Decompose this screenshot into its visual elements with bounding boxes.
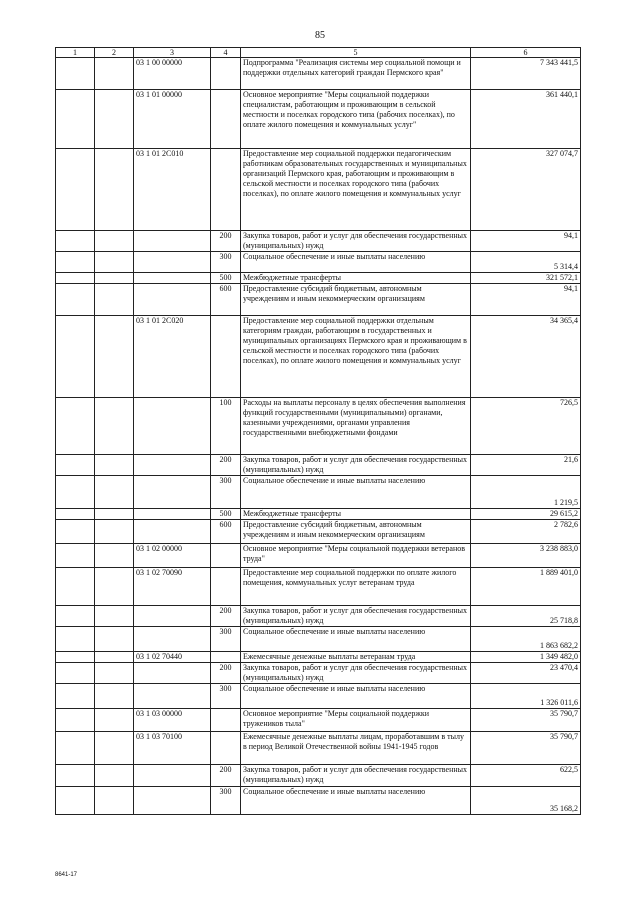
table-row (56, 606, 581, 627)
cell-amount: 5 314,4 (471, 252, 581, 273)
cell-description: Социальное обеспечение и иные выплаты населению (241, 476, 471, 509)
cell-col2 (95, 284, 134, 316)
cell-amount: 3 238 883,0 (471, 544, 581, 568)
cell-expense-type: 200 (211, 765, 241, 787)
cell-code: 03 1 02 70440 (134, 652, 211, 663)
cell-code (134, 765, 211, 787)
cell-col1 (56, 663, 95, 684)
cell-description: Подпрограмма "Реализация системы мер социальной помощи и поддержки отдельных категорий граждан Пермского края" (241, 58, 471, 90)
table-row (56, 231, 581, 252)
cell-col1 (56, 273, 95, 284)
cell-col1 (56, 476, 95, 509)
cell-col1 (56, 231, 95, 252)
cell-description: Закупка товаров, работ и услуг для обеспечения государственных (муниципальных) нужд (241, 455, 471, 476)
cell-col1 (56, 284, 95, 316)
cell-col2 (95, 398, 134, 455)
cell-expense-type (211, 58, 241, 90)
cell-expense-type: 600 (211, 284, 241, 316)
cell-amount: 361 440,1 (471, 90, 581, 149)
cell-expense-type: 500 (211, 509, 241, 520)
cell-amount: 94,1 (471, 231, 581, 252)
table-row (56, 765, 581, 787)
cell-amount: 1 219,5 (471, 476, 581, 509)
cell-amount: 35 168,2 (471, 787, 581, 815)
cell-expense-type: 300 (211, 787, 241, 815)
cell-expense-type (211, 316, 241, 398)
cell-code (134, 231, 211, 252)
cell-col1 (56, 606, 95, 627)
cell-col1 (56, 765, 95, 787)
cell-description: Предоставление мер социальной поддержки по оплате жилого помещения, коммунальных услуг ветеранам труда (241, 568, 471, 606)
cell-expense-type (211, 732, 241, 765)
cell-expense-type: 200 (211, 663, 241, 684)
cell-code (134, 284, 211, 316)
cell-expense-type: 100 (211, 398, 241, 455)
cell-col2 (95, 544, 134, 568)
cell-col2 (95, 652, 134, 663)
cell-description: Закупка товаров, работ и услуг для обеспечения государственных (муниципальных) нужд (241, 663, 471, 684)
cell-col1 (56, 684, 95, 709)
cell-description: Расходы на выплаты персоналу в целях обеспечения выполнения функций государственными (муниципальными) органами, казенными учреждениями, органами управления государственными внебюджетными фондами (241, 398, 471, 455)
cell-code: 03 1 02 00000 (134, 544, 211, 568)
cell-code: 03 1 03 00000 (134, 709, 211, 732)
table-row (56, 652, 581, 663)
cell-amount: 726,5 (471, 398, 581, 455)
table-header-row (56, 48, 581, 58)
header-cell: 1 (56, 48, 95, 58)
table-row (56, 732, 581, 765)
cell-code: 03 1 01 00000 (134, 90, 211, 149)
cell-amount: 622,5 (471, 765, 581, 787)
cell-description: Межбюджетные трансферты (241, 509, 471, 520)
cell-description: Закупка товаров, работ и услуг для обеспечения государственных (муниципальных) нужд (241, 231, 471, 252)
cell-code (134, 627, 211, 652)
cell-description: Социальное обеспечение и иные выплаты населению (241, 684, 471, 709)
cell-col2 (95, 90, 134, 149)
cell-code (134, 684, 211, 709)
cell-col2 (95, 606, 134, 627)
cell-description: Закупка товаров, работ и услуг для обеспечения государственных (муниципальных) нужд (241, 606, 471, 627)
cell-col2 (95, 231, 134, 252)
cell-expense-type (211, 149, 241, 231)
cell-description: Ежемесячные денежные выплаты ветеранам труда (241, 652, 471, 663)
cell-col2 (95, 252, 134, 273)
cell-col2 (95, 273, 134, 284)
cell-col2 (95, 455, 134, 476)
cell-col1 (56, 455, 95, 476)
cell-amount: 21,6 (471, 455, 581, 476)
cell-amount: 25 718,8 (471, 606, 581, 627)
cell-col1 (56, 316, 95, 398)
cell-col1 (56, 90, 95, 149)
table-row (56, 509, 581, 520)
cell-description: Социальное обеспечение и иные выплаты населению (241, 627, 471, 652)
cell-expense-type: 200 (211, 606, 241, 627)
cell-col1 (56, 652, 95, 663)
cell-col2 (95, 509, 134, 520)
cell-col1 (56, 732, 95, 765)
cell-amount: 2 782,6 (471, 520, 581, 544)
cell-description: Предоставление мер социальной поддержки отдельным категориям граждан, работающим в государственных и муниципальных организациях Пермского края и проживающим в сельской местности и поселках городского типа (рабочих поселках), по оплате жилого помещения и коммунальных услуг (241, 316, 471, 398)
page-number: 85 (315, 30, 325, 41)
cell-amount: 321 572,1 (471, 273, 581, 284)
cell-code (134, 398, 211, 455)
cell-expense-type: 600 (211, 520, 241, 544)
cell-code: 03 1 01 2С020 (134, 316, 211, 398)
table-row (56, 520, 581, 544)
table-row (56, 709, 581, 732)
table-row (56, 398, 581, 455)
cell-col2 (95, 709, 134, 732)
cell-col1 (56, 149, 95, 231)
cell-expense-type: 300 (211, 476, 241, 509)
cell-code: 03 1 00 00000 (134, 58, 211, 90)
cell-code: 03 1 03 70100 (134, 732, 211, 765)
table-row (56, 273, 581, 284)
cell-description: Основное мероприятие "Меры социальной поддержки тружеников тыла" (241, 709, 471, 732)
cell-amount: 94,1 (471, 284, 581, 316)
cell-col2 (95, 520, 134, 544)
cell-col1 (56, 509, 95, 520)
cell-amount: 35 790,7 (471, 709, 581, 732)
cell-description: Основное мероприятие "Меры социальной поддержки специалистам, работающим и проживающим в сельской местности и поселках городского типа (рабочих поселках), по оплате жилого помещения и коммунальных услуг" (241, 90, 471, 149)
cell-code (134, 273, 211, 284)
cell-expense-type: 200 (211, 231, 241, 252)
header-cell: 3 (134, 48, 211, 58)
cell-amount: 7 343 441,5 (471, 58, 581, 90)
cell-amount: 23 470,4 (471, 663, 581, 684)
cell-col1 (56, 544, 95, 568)
cell-expense-type (211, 709, 241, 732)
table-row (56, 544, 581, 568)
cell-col1 (56, 398, 95, 455)
cell-col1 (56, 252, 95, 273)
cell-expense-type (211, 544, 241, 568)
cell-expense-type (211, 568, 241, 606)
cell-amount: 35 790,7 (471, 732, 581, 765)
table-row (56, 58, 581, 90)
cell-description: Закупка товаров, работ и услуг для обеспечения государственных (муниципальных) нужд (241, 765, 471, 787)
cell-amount: 29 615,2 (471, 509, 581, 520)
cell-code (134, 787, 211, 815)
cell-expense-type: 500 (211, 273, 241, 284)
table-row (56, 90, 581, 149)
cell-col2 (95, 476, 134, 509)
table-row (56, 149, 581, 231)
cell-col1 (56, 520, 95, 544)
table-row (56, 568, 581, 606)
table-row (56, 284, 581, 316)
cell-expense-type: 300 (211, 684, 241, 709)
cell-expense-type (211, 652, 241, 663)
cell-col2 (95, 765, 134, 787)
cell-col2 (95, 58, 134, 90)
cell-col2 (95, 568, 134, 606)
header-cell: 4 (211, 48, 241, 58)
cell-description: Межбюджетные трансферты (241, 273, 471, 284)
cell-col2 (95, 787, 134, 815)
cell-amount: 1 349 482,0 (471, 652, 581, 663)
cell-code (134, 606, 211, 627)
cell-col2 (95, 663, 134, 684)
cell-col1 (56, 627, 95, 652)
table-row (56, 684, 581, 709)
cell-col2 (95, 684, 134, 709)
cell-code (134, 520, 211, 544)
table-row (56, 663, 581, 684)
table-row (56, 316, 581, 398)
cell-expense-type: 200 (211, 455, 241, 476)
table-row (56, 252, 581, 273)
cell-expense-type: 300 (211, 252, 241, 273)
header-cell: 2 (95, 48, 134, 58)
cell-amount: 327 074,7 (471, 149, 581, 231)
table-row (56, 787, 581, 815)
cell-expense-type (211, 90, 241, 149)
cell-code (134, 476, 211, 509)
cell-description: Социальное обеспечение и иные выплаты населению (241, 787, 471, 815)
cell-col1 (56, 58, 95, 90)
cell-amount: 1 889 401,0 (471, 568, 581, 606)
cell-col1 (56, 709, 95, 732)
cell-code (134, 509, 211, 520)
table-row (56, 476, 581, 509)
cell-expense-type: 300 (211, 627, 241, 652)
cell-code: 03 1 02 70090 (134, 568, 211, 606)
cell-col2 (95, 316, 134, 398)
cell-col1 (56, 787, 95, 815)
cell-amount: 1 863 682,2 (471, 627, 581, 652)
footer-code: 8641-17 (55, 872, 78, 878)
cell-code (134, 252, 211, 273)
table-row (56, 455, 581, 476)
cell-code (134, 663, 211, 684)
budget-table (55, 47, 581, 815)
header-cell: 5 (241, 48, 471, 58)
cell-amount: 34 365,4 (471, 316, 581, 398)
cell-code (134, 455, 211, 476)
cell-description: Социальное обеспечение и иные выплаты населению (241, 252, 471, 273)
table-row (56, 627, 581, 652)
cell-col2 (95, 732, 134, 765)
cell-description: Основное мероприятие "Меры социальной поддержки ветеранов труда" (241, 544, 471, 568)
cell-code: 03 1 01 2С010 (134, 149, 211, 231)
header-cell: 6 (471, 48, 581, 58)
cell-description: Предоставление субсидий бюджетным, автономным учреждениям и иным некоммерческим организациям (241, 520, 471, 544)
cell-description: Ежемесячные денежные выплаты лицам, проработавшим в тылу в период Великой Отечественной войны 1941-1945 годов (241, 732, 471, 765)
cell-description: Предоставление субсидий бюджетным, автономным учреждениям и иным некоммерческим организациям (241, 284, 471, 316)
cell-col2 (95, 149, 134, 231)
cell-description: Предоставление мер социальной поддержки педагогическим работникам образовательных государственных и муниципальных организаций Пермского края, работающим и проживающим в сельской местности и поселках городского типа (рабочих поселках), по оплате жилого помещения и коммунальных услуг (241, 149, 471, 231)
cell-col1 (56, 568, 95, 606)
cell-amount: 1 326 011,6 (471, 684, 581, 709)
cell-col2 (95, 627, 134, 652)
